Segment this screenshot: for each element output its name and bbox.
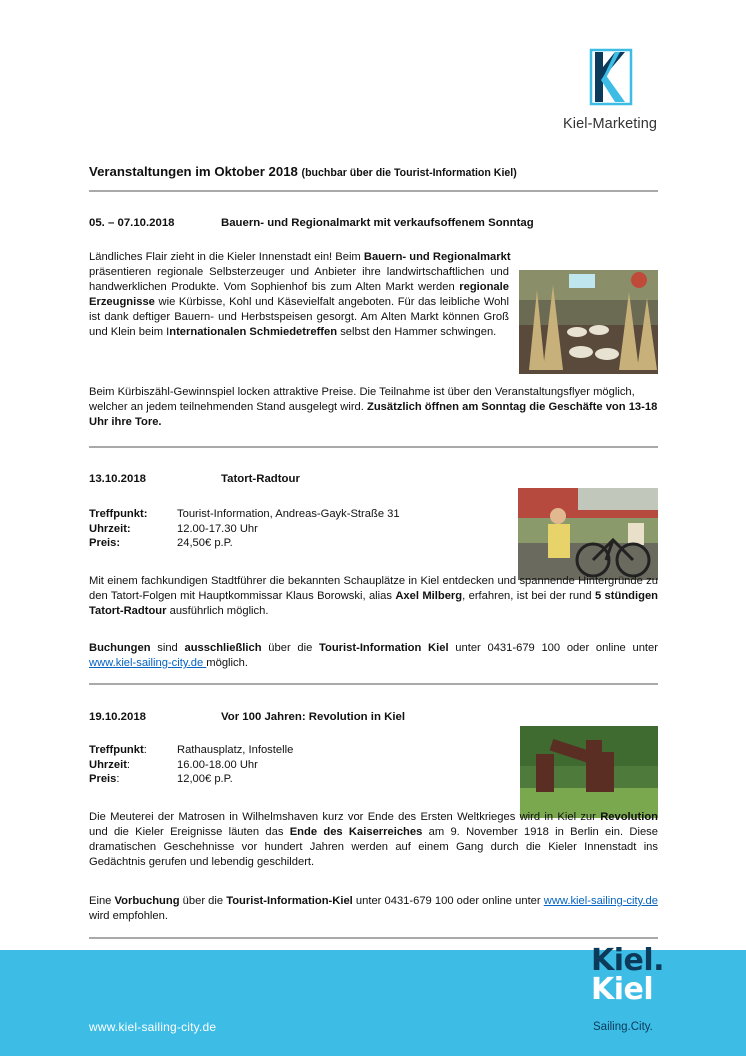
event1-paragraph2: Beim Kürbiszähl-Gewinnspiel locken attraktive Preise. Die Teilnahme ist über den Veranstaltungsflyer möglich, welcher an jedem teilnehmenden Stand ausgelegt wird. Zusätzlich öffnen am Sonntag die Geschäfte von 13-18 Uhr ihre Tore. — [89, 386, 658, 428]
event3-info — [89, 743, 293, 787]
logo-word-light: Kiel — [591, 972, 654, 1007]
kiel-marketing-logo-icon — [589, 48, 633, 106]
info-row: Preis: 12,00€ p.P. — [89, 773, 233, 785]
info-row: Uhrzeit: 16.00-18.00 Uhr — [89, 758, 258, 771]
event3-paragraph2: Eine Vorbuchung über die Tourist-Information-Kiel unter 0431-679 100 oder online unter www.kiel-sailing-city.de wird empfohlen. — [89, 895, 658, 922]
footer-url: www.kiel-sailing-city.de — [89, 1020, 217, 1034]
event2-title: Tatort-Radtour — [221, 473, 300, 485]
divider — [89, 683, 658, 685]
event3-paragraph1: Die Meuterei der Matrosen in Wilhelmshaven kurz vor Ende des Ersten Weltkrieges wird in Kiel zur Revolution und die Kieler Ereignisse läuten das Ende des Kaiserreiches am 9. November 1918 in Berlin ein. Diese dramatischen Geschehnisse vor hundert Jahren werden auf einem Gang durch die Kieler Innenstadt ins Gedächtnis gerufen und lebendig geschildert. — [89, 811, 658, 868]
info-row: Treffpunkt: Rathausplatz, Infostelle — [89, 744, 294, 756]
info-row: Treffpunkt: Tourist-Information, Andreas-Gayk-Straße 31 — [89, 508, 400, 520]
event1-paragraph1-cont: präsentieren regionale Selbsterzeuger und Anbieter ihre landwirtschaftlichen und handwerklichen Produkte. Vom Sophienhof bis zum Alten Markt werden regionale Erzeugnisse wie Kürbisse, Kohl und Käsevielfalt angeboten. Für das leibliche Wohl ist dank deftiger Bauern- und Herbstspeisen gesorgt. Am Alten Markt können Groß und Klein beim Internationalen Schmiedetreffen selbst den Hammer schwingen. — [89, 266, 509, 338]
website-link[interactable]: www.kiel-sailing-city.de — [89, 657, 207, 669]
divider — [89, 190, 658, 192]
event2-paragraph1: Mit einem fachkundigen Stadtführer die bekannten Schauplätze in Kiel entdecken und spannende Hintergründe zu den Tatort-Folgen mit Hauptkommissar Klaus Borowski, alias Axel Milberg, erfahren, ist bei der rund 5 stündigen Tatort-Radtour ausführlich möglich. — [89, 575, 658, 617]
bike-tour-photo — [518, 488, 658, 580]
event3-title: Vor 100 Jahren: Revolution in Kiel — [221, 711, 405, 723]
page-title: Veranstaltungen im Oktober 2018 (buchbar über die Tourist-Information Kiel) — [89, 164, 517, 179]
logo-word-dark: Kiel. — [591, 943, 665, 978]
event1-title: Bauern- und Regionalmarkt mit verkaufsoffenem Sonntag — [221, 217, 534, 229]
divider — [89, 446, 658, 448]
event1-date: 05. – 07.10.2018 — [89, 217, 175, 229]
event2-paragraph2: Buchungen sind ausschließlich über die Tourist-Information Kiel unter 0431-679 100 oder online unter www.kiel-sailing-city.de möglich. — [89, 642, 658, 669]
kiel-sailing-city-logo — [591, 943, 665, 1007]
brand-name: Kiel-Marketing — [563, 116, 658, 132]
divider — [89, 937, 658, 939]
revolution-monument-photo — [520, 726, 658, 818]
event3-date: 19.10.2018 — [89, 711, 147, 723]
event2-date: 13.10.2018 — [89, 473, 147, 485]
website-link[interactable]: www.kiel-sailing-city.de — [543, 895, 658, 907]
event2-info — [89, 507, 400, 551]
logo-tagline: Sailing.City. — [593, 1021, 653, 1033]
market-photo — [519, 270, 658, 374]
info-row: Uhrzeit: 12.00-17.30 Uhr — [89, 522, 258, 535]
info-row: Preis: 24,50€ p.P. — [89, 537, 233, 549]
event1-paragraph1: Ländliches Flair zieht in die Kieler Innenstadt ein! Beim Bauern- und Regionalmarkt — [89, 251, 511, 263]
